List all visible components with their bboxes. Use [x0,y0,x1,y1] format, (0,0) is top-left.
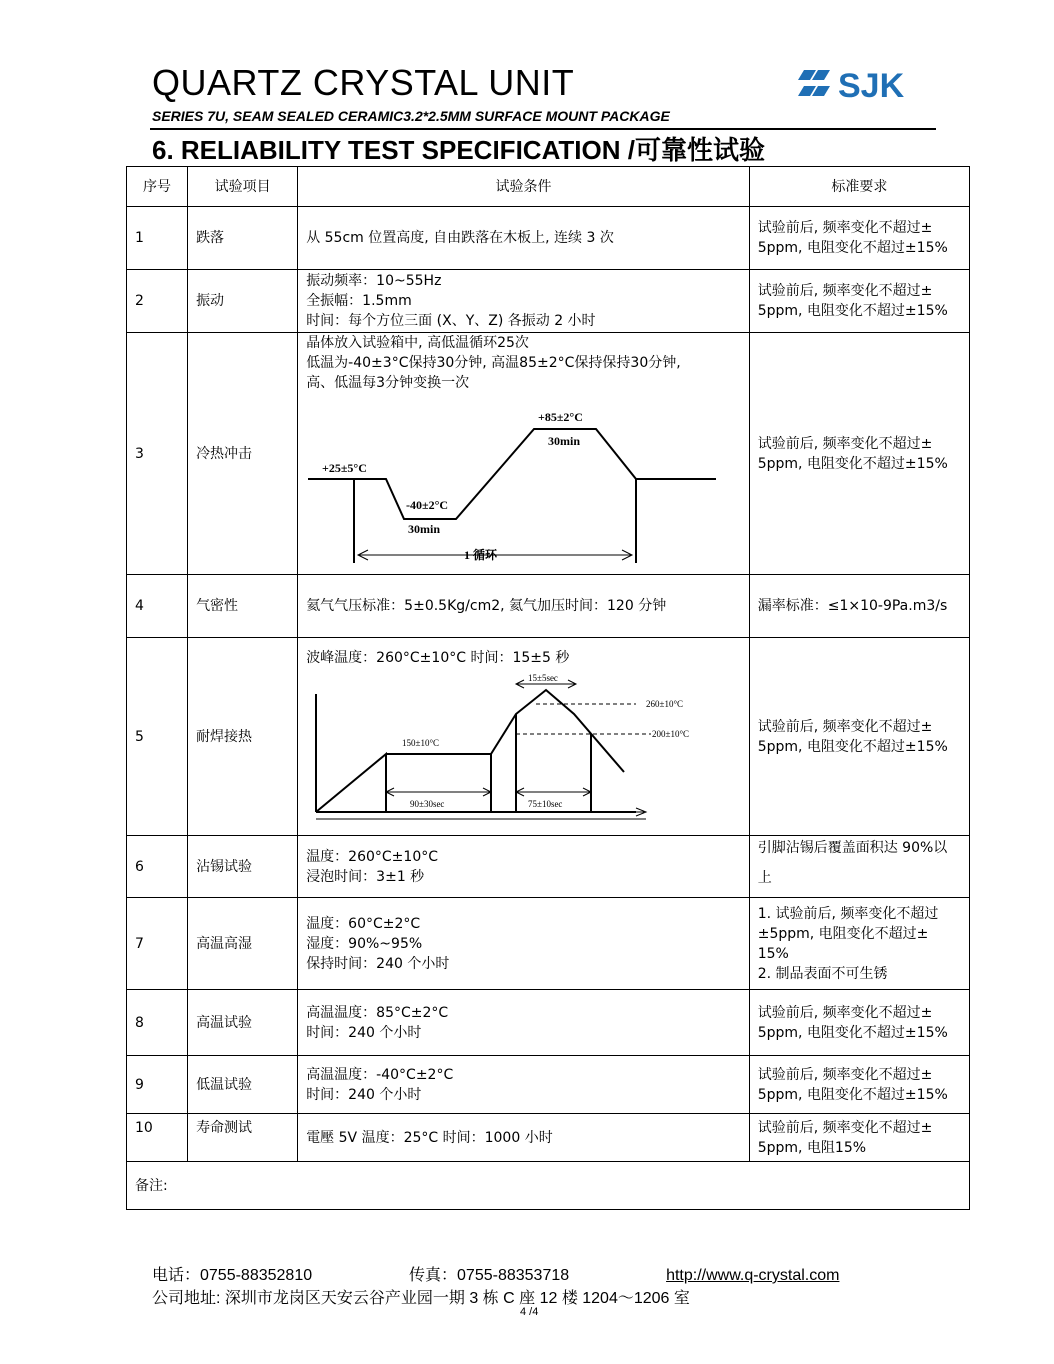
table-row [127,1114,970,1162]
row-item: 沾锡试验 [188,836,298,898]
row-item: 高温试验 [188,990,298,1056]
table-header-row [127,167,970,207]
page-number: 4 /4 [520,1306,539,1318]
row-no: 2 [127,270,188,333]
row-condition: 温度：260°C±10°C 浸泡时间：3±1 秒 [298,836,750,898]
label-high-time: 30min [548,434,581,448]
row-condition: 氦气气压标准：5±0.5Kg/cm2, 氦气加压时间：120 分钟 [298,575,750,638]
row-item: 冷热冲击 [188,333,298,575]
row-item: 高温高湿 [188,898,298,990]
label-low-time: 30min [408,522,441,536]
row-no: 1 [127,207,188,270]
header-condition: 试验条件 [298,167,750,207]
row-no: 5 [127,638,188,836]
remark-cell: 备注: [127,1162,970,1210]
row-requirement: 试验前后, 频率变化不超过± 5ppm, 电阻变化不超过±15% [749,207,969,270]
row-no: 7 [127,898,188,990]
table-row [127,638,970,836]
label-200-temp: 200±10°C [652,729,690,739]
table-row [127,333,970,575]
label-low-temp: -40±2°C [406,498,449,512]
table-row [127,836,970,898]
remark-row [127,1162,970,1210]
sjk-logo [798,66,938,102]
label-preheat-time: 90±30sec [410,799,445,809]
row-no: 10 [127,1114,188,1162]
row-no: 9 [127,1056,188,1114]
row-no: 8 [127,990,188,1056]
row-condition: 電壓 5V 温度：25°C 时间：1000 小时 [298,1114,750,1162]
row-item: 气密性 [188,575,298,638]
row-no: 4 [127,575,188,638]
row-requirement: 漏率标准：≤1×10-9Pa.m3/s [749,575,969,638]
footer-phone: 电话：0755-88352810 [152,1267,313,1284]
row-no: 3 [127,333,188,575]
row-requirement: 试验前后, 频率变化不超过± 5ppm, 电阻变化不超过±15% [749,638,969,836]
row-condition: 高温温度：-40°C±2°C 时间：240 个小时 [298,1056,750,1114]
label-preheat-temp: 150±10°C [402,738,440,748]
row-item: 振动 [188,270,298,333]
row-requirement: 试验前后, 频率变化不超过± 5ppm, 电阻变化不超过±15% [749,990,969,1056]
row-requirement: 试验前后, 频率变化不超过± 5ppm, 电阻变化不超过±15% [749,333,969,575]
reliability-table [126,166,970,1210]
table-row [127,270,970,333]
label-high-temp: +85±2°C [538,410,584,424]
table-row [127,898,970,990]
header-item: 试验项目 [188,167,298,207]
row-condition: 振动频率：10~55Hz 全振幅：1.5mm 时间：每个方位三面 (X、Y、Z) 各振动 2 小时 [298,270,750,333]
row-condition: 温度：60°C±2°C 湿度：90%~95% 保持时间：240 个小时 [298,898,750,990]
table-row [127,575,970,638]
row-no: 6 [127,836,188,898]
row-requirement: 试验前后, 频率变化不超过± 5ppm, 电阻变化不超过±15% [749,270,969,333]
footer-address: 公司地址: 深圳市龙岗区天安云谷产业园一期 3 栋 C 座 12 楼 1204～1206 室 [152,1290,690,1307]
header-requirement: 标准要求 [749,167,969,207]
solder-profile-diagram [306,674,726,824]
label-start-temp: +25±5°C [322,461,368,475]
logo-text: SJK [838,67,905,102]
row-item: 跌落 [188,207,298,270]
table-row [127,207,970,270]
doc-subtitle: SERIES 7U, SEAM SEALED CERAMIC3.2*2.5MM SURFACE MOUNT PACKAGE [152,108,670,124]
row-condition: 从 55cm 位置高度, 自由跌落在木板上, 连续 3 次 [298,207,750,270]
section-title: 6. RELIABILITY TEST SPECIFICATION /可靠性试验 [152,135,765,165]
row-requirement: 试验前后, 频率变化不超过± 5ppm, 电阻变化不超过±15% [749,1056,969,1114]
row-condition: 晶体放入试验箱中, 高低温循环25次 低温为-40±3°C保持30分钟, 高温85±2°C保持保持30分钟, 高、低温每3分钟变换一次 +25±5°C -40±2°C 30min +85±2°C 30min 1 循环 [298,333,750,575]
row-condition: 高温温度：85°C±2°C 时间：240 个小时 [298,990,750,1056]
label-cycle: 1 循环 [464,548,498,562]
footer-website-link[interactable]: http://www.q-crystal.com [666,1267,840,1284]
row-item: 低温试验 [188,1056,298,1114]
thermal-cycle-diagram [306,393,726,565]
doc-title: QUARTZ CRYSTAL UNIT [152,62,575,103]
table-row [127,990,970,1056]
row-requirement: 引脚沾锡后覆盖面积达 90%以 上 [749,836,969,898]
label-peak-time: 15±5sec [528,674,559,683]
row-item: 寿命测试 [188,1114,298,1162]
table-row [127,1056,970,1114]
row-condition: 波峰温度：260°C±10°C 时间：15±5 秒 15±5sec 260±10°C 200±10°C 150±10°C 90±30sec 75±10sec [298,638,750,836]
row-item: 耐焊接热 [188,638,298,836]
footer-contact [152,1262,839,1285]
row-requirement: 试验前后, 频率变化不超过± 5ppm, 电阻15% [749,1114,969,1162]
footer-fax: 传真：0755-88353718 [409,1267,570,1284]
label-reflow-time: 75±10sec [528,799,563,809]
row-requirement: 1. 试验前后, 频率变化不超过 ±5ppm, 电阻变化不超过± 15% 2. 制品表面不可生锈 [749,898,969,990]
header-no: 序号 [127,167,188,207]
label-peak-temp: 260±10°C [646,699,684,709]
